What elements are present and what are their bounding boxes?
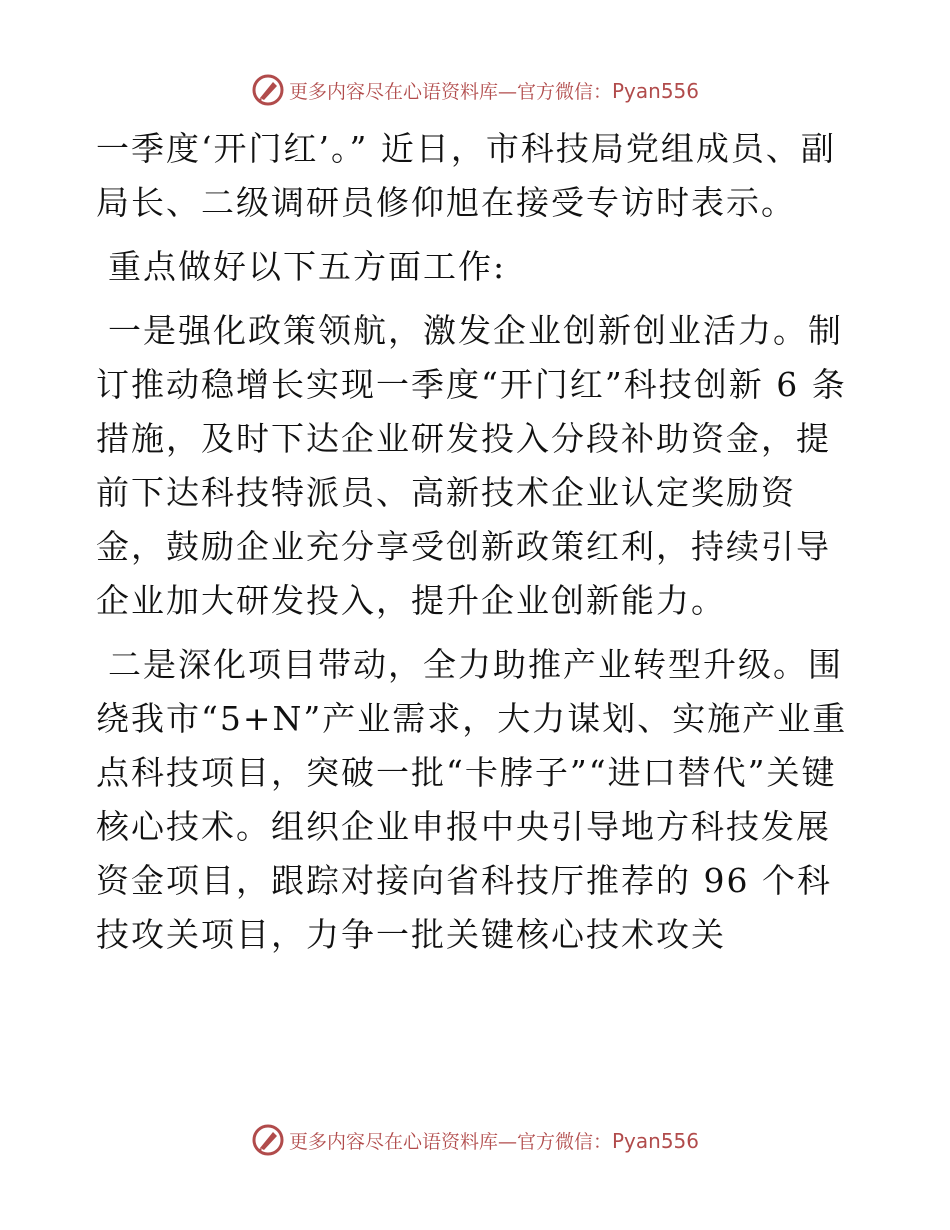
paragraph-3: 一是强化政策领航，激发企业创新创业活力。制订推动稳增长实现一季度“开门红”科技创新 6 条措施，及时下达企业研发投入分段补助资金，提前下达科技特派员、高新技术企业认定奖励资金，鼓励企业充分享受创新政策红利，持续引导企业加大研发投入，提升企业创新能力。 [96, 311, 847, 620]
paragraph-1: 一季度‘开门红’。” 近日，市科技局党组成员、副局长、二级调研员修仰旭在接受专访时表示。 [96, 129, 836, 222]
pen-logo-icon [251, 73, 285, 107]
footer-watermark [0, 1120, 950, 1160]
watermark-id: Pyan556 [612, 78, 700, 103]
pen-logo-icon [251, 1123, 285, 1157]
watermark-id: Pyan556 [612, 1128, 700, 1153]
header-watermark [0, 70, 950, 110]
document-body [96, 122, 856, 972]
watermark-text: 更多内容尽在心语资料库—官方微信：Pyan556 [288, 1128, 700, 1153]
paragraph-4: 二是深化项目带动，全力助推产业转型升级。围绕我市“5+N”产业需求，大力谋划、实施产业重点科技项目，突破一批“卡脖子”“进口替代”关键核心技术。组织企业申报中央引导地方科技发展资金项目，跟踪对接向省科技厅推荐的 96 个科技攻关项目，力争一批关键核心技术攻关 [96, 645, 848, 954]
watermark-text: 更多内容尽在心语资料库—官方微信：Pyan556 [288, 78, 700, 103]
paragraph-2: 重点做好以下五方面工作: [108, 247, 507, 286]
